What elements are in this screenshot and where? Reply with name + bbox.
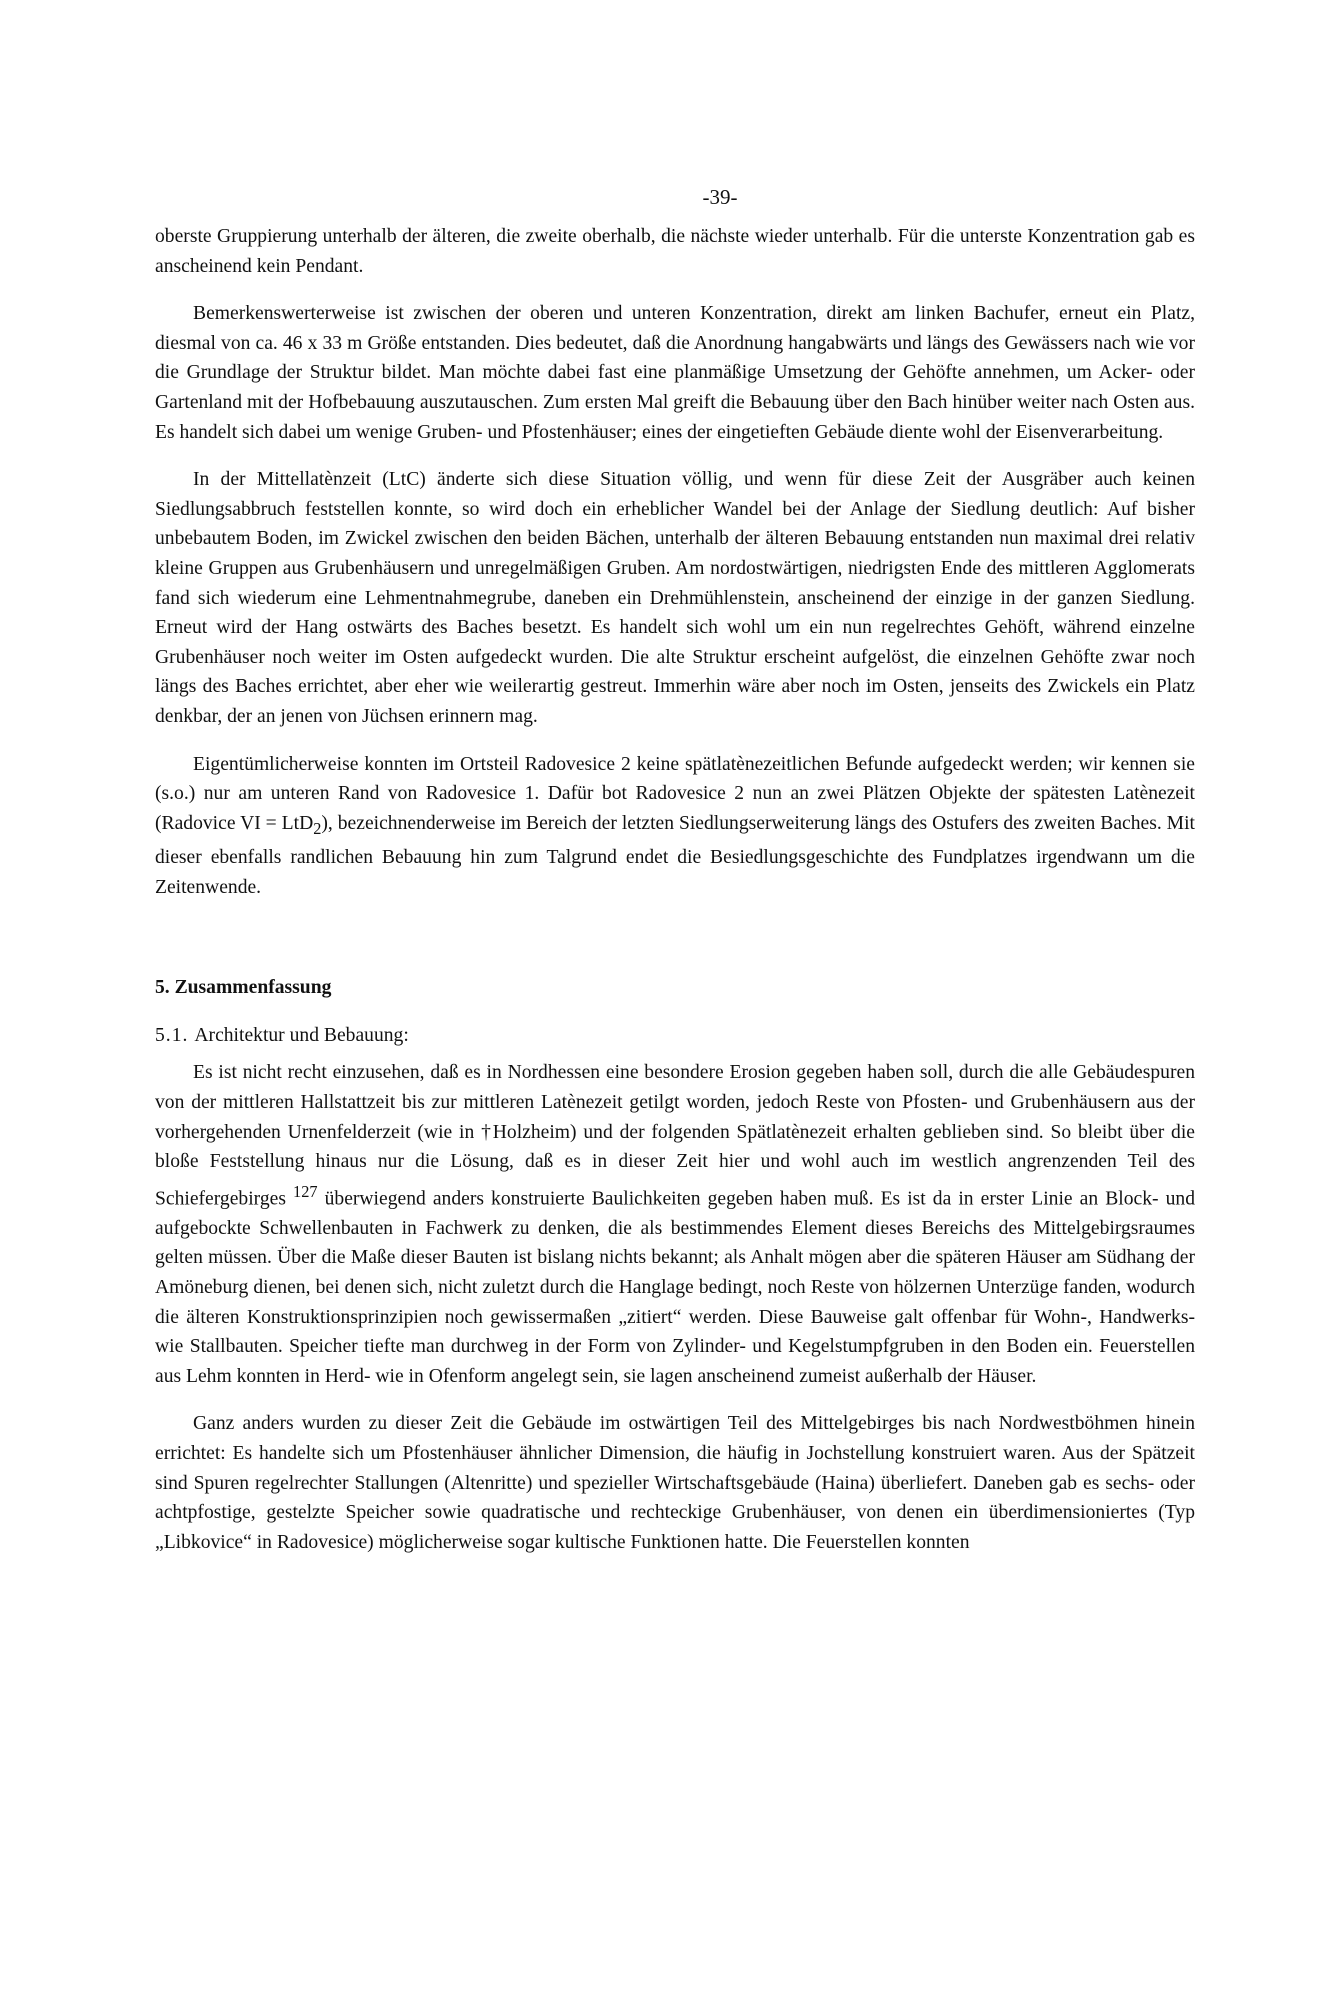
radovesice-text-end: ), bezeichnenderweise im Bereich der letzten Siedlungserweiterung längs des Ostufers des zweiten Baches. Mit dieser ebenfalls randlichen Bebauung hin zum Talgrund endet die Besiedlungsgeschichte des Fundplatzes irgendwann um die Zeitenwende. xyxy=(155,812,1195,898)
paragraph-radovesice xyxy=(155,750,1195,903)
document-page xyxy=(155,185,1195,1575)
erosion-text-end: überwiegend anders konstruierte Baulichkeiten gegeben haben muß. Es ist da in erster Linie an Block- und aufgebockte Schwellenbauten in Fachwerk zu denken, die als bestimmendes Element dieses Bereichs des Mittelgebirgsraumes gelten müssen. Über die Maße dieser Bauten ist bislang nichts bekannt; als Anhalt mögen aber die späteren Häuser am Südhang der Amöneburg dienen, bei denen sich, nicht zuletzt durch die Hanglage bedingt, noch Reste von hölzernen Unterzüge fanden, wodurch die älteren Konstruktionsprinzipien noch gewissermaßen „zitiert“ werden. Diese Bauweise galt offenbar für Wohn-, Handwerks- wie Stallbauten. Speicher tiefte man durchweg in der Form von Zylinder- und Kegelstumpfgruben in den Boden ein. Feuerstellen aus Lehm konnten in Herd- wie in Ofenform angelegt sein, sie lagen anscheinend zumeist außerhalb der Häuser. xyxy=(155,1188,1195,1387)
subsection-title: Architektur und Bebauung: xyxy=(194,1025,409,1047)
section-heading: 5. Zusammenfassung xyxy=(155,977,332,999)
subsection-heading xyxy=(155,1022,1195,1050)
footnote-marker: 127 xyxy=(293,1181,318,1201)
paragraph-ostwaertig: Ganz anders wurden zu dieser Zeit die Gebäude im ostwärtigen Teil des Mittelgebirges bis nach Nordwestböhmen hinein errichtet: Es handelte sich um Pfostenhäuser ähnlicher Dimension, die häufig in Jochstellung konstruiert waren. Aus der Spätzeit sind Spuren regelrechter Stallungen (Altenritte) und spezieller Wirtschaftsgebäude (Haina) überliefert. Daneben gab es sechs- oder achtpfostige, gestelzte Speicher sowie quadratische und rechteckige Grubenhäuser, von denen ein überdimensioniertes (Typ „Libkovice“ in Radovesice) möglicherweise sogar kultische Funktionen hatte. Die Feuerstellen konnten xyxy=(155,1413,1195,1553)
paragraph-mittellatenezeit: In der Mittellatènzeit (LtC) änderte sich diese Situation völlig, und wenn für diese Zeit der Ausgräber auch keinen Siedlungsabbruch feststellen konnte, so wird doch ein erheblicher Wandel bei der Anlage der Siedlung deutlich: Auf bisher unbebautem Boden, im Zwickel zwischen den beiden Bächen, unterhalb der älteren Bebauung entstanden nun maximal drei relativ kleine Gruppen aus Grubenhäusern und unregelmäßigen Gruben. Am nordostwärtigen, niedrigsten Ende des mittleren Agglomerats fand sich wiederum eine Lehmentnahmegrube, daneben ein Drehmühlenstein, anscheinend der einzige in der ganzen Siedlung. Erneut wird der Hang ostwärts des Baches besetzt. Es handelt sich wohl um ein nun regelrechtes Gehöft, während einzelne Grubenhäuser noch weiter im Osten aufgedeckt wurden. Die alte Struktur erscheint aufgelöst, die einzelnen Gehöfte zwar noch längs des Baches errichtet, aber eher wie weilerartig gestreut. Immerhin wäre aber noch im Osten, jenseits des Zwickels ein Platz denkbar, der an jenen von Jüchsen erinnern mag. xyxy=(155,469,1195,727)
page-number: -39- xyxy=(702,185,738,209)
ltd-subscript: 2 xyxy=(313,818,322,838)
paragraph-erosion xyxy=(155,1058,1195,1391)
subsection-number: 5.1. xyxy=(155,1025,189,1047)
erosion-text-start: Es ist nicht recht einzusehen, daß es in Nordhessen eine besondere Erosion gegeben haben soll, durch die alle Gebäudespuren von der mittleren Hallstattzeit bis zur mittleren Latènezeit getilgt worden, jedoch Reste von Pfosten- und Grubenhäusern aus der vorhergehenden Urnenfelderzeit (wie in †Holzheim) und der folgenden Spätlatènezeit erhalten geblieben sind. So bleibt über die bloße Feststellung hinaus nur die Lösung, daß es in dieser Zeit hier und wohl auch im westlich angrenzenden Teil des Schiefergebirges xyxy=(155,1062,1195,1210)
paragraph-continuation: oberste Gruppierung unterhalb der älteren, die zweite oberhalb, die nächste wieder unterhalb. Für die unterste Konzentration gab es anscheinend kein Pendant. xyxy=(155,226,1195,277)
radovesice-text-start: Eigentümlicherweise konnten im Ortsteil Radovesice 2 keine spätlatènezeitlichen Befunde aufgedeckt werden; wir kennen sie (s.o.) nur am unteren Rand von Radovesice 1. Dafür bot Radovesice 2 nun an zwei Plätzen Objekte der spätesten Latènezeit (Radovice VI = LtD xyxy=(155,753,1195,834)
paragraph-platz: Bemerkenswerterweise ist zwischen der oberen und unteren Konzentration, direkt am linken Bachufer, erneut ein Platz, diesmal von ca. 46 x 33 m Größe entstanden. Dies bedeutet, daß die Anordnung hangabwärts und längs des Gewässers nach wie vor die Grundlage der Struktur bildet. Man möchte dabei fast eine planmäßige Umsetzung der Gehöfte annehmen, um Acker- oder Gartenland mit der Hofbebauung auszutauschen. Zum ersten Mal greift die Bebauung über den Bach hinüber weiter nach Osten aus. Es handelt sich dabei um wenige Gruben- und Pfostenhäuser; eines der eingetieften Gebäude diente wohl der Eisenverarbeitung. xyxy=(155,303,1195,443)
